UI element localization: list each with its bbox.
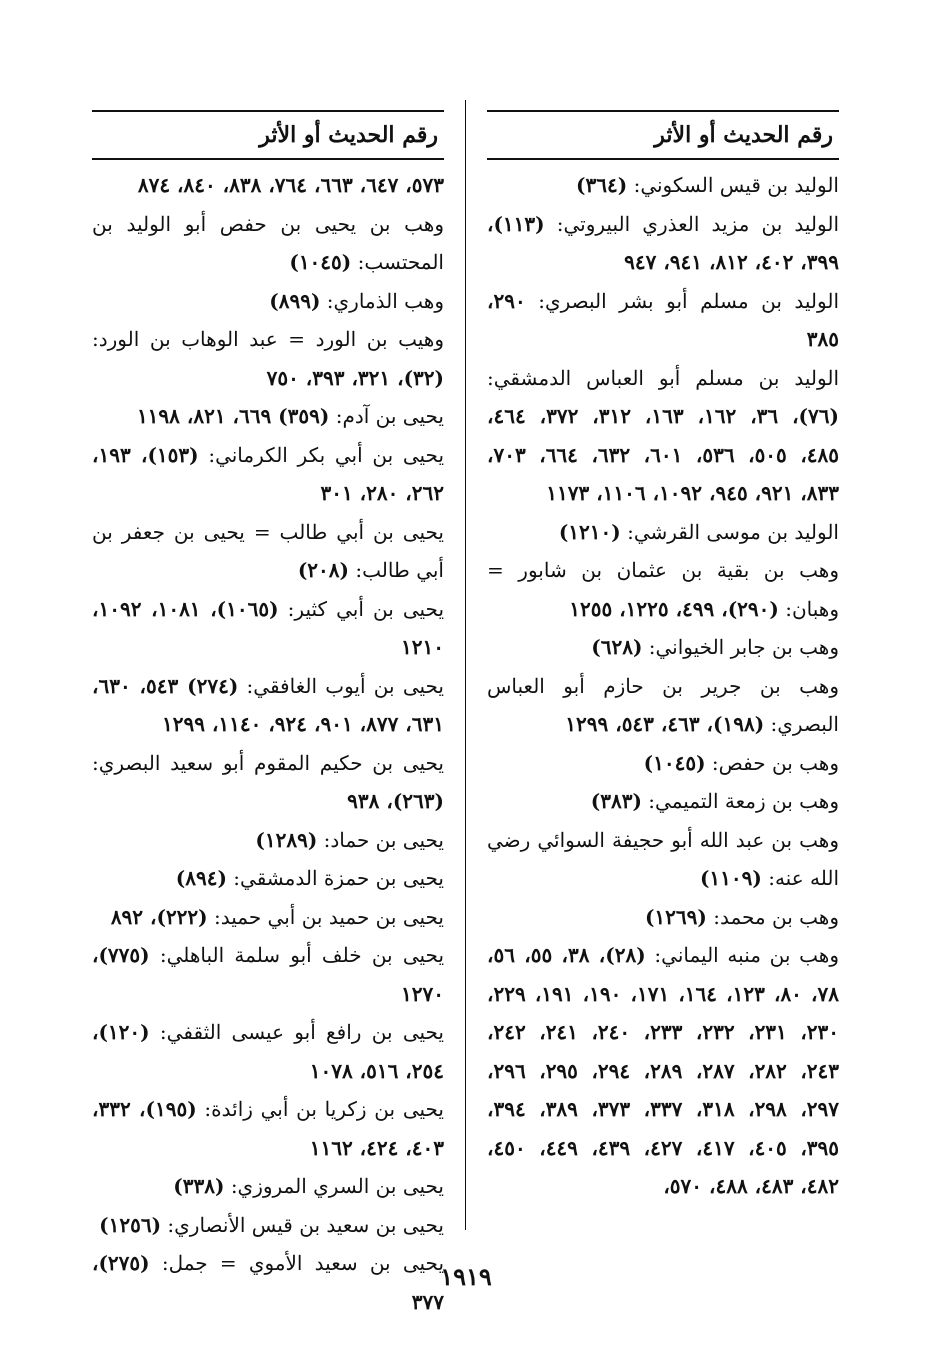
index-entry [92, 1206, 444, 1245]
index-entry [92, 513, 444, 590]
index-entry [487, 821, 839, 898]
index-entry [487, 359, 839, 513]
index-entry [487, 166, 839, 205]
entry-name: وهب بن جرير بن حازم أبو العباس البصري: [487, 673, 839, 736]
entry-name: وهب بن جابر الخيواني: [648, 635, 839, 659]
index-entry [487, 513, 839, 552]
entry-name: وهب بن محمد: [713, 904, 839, 929]
entry-refs: (٢٩٠)، ٤٩٩، ١٢٢٥، ١٢٥٥ [569, 596, 779, 621]
entry-refs: (٦٢٨) [591, 635, 643, 659]
index-entry [487, 551, 839, 628]
entry-name: يحيى بن السري المروزي: [230, 1174, 444, 1198]
index-entry [487, 628, 839, 667]
entry-name: الوليد بن موسى القرشي: [627, 519, 839, 544]
entry-refs: (٢٠٨) [297, 558, 349, 582]
index-entry [92, 821, 444, 860]
entry-refs: (١١٣)، ٣٩٩، ٤٠٢، ٨١٢، ٩٤١، ٩٤٧ [487, 211, 839, 274]
entry-refs: (٨٩٤) [175, 866, 227, 890]
entry-list [487, 160, 839, 1206]
index-entry [92, 1090, 444, 1167]
entry-refs: (٣٣٨) [173, 1174, 225, 1198]
entry-refs: (٧٧٥)، ١٢٧٠ [92, 943, 444, 1006]
entry-name: يحيى بن أيوب الغافقي: [246, 673, 445, 698]
entry-name: وهب بن يحيى بن حفص أبو الوليد بن المحتسب: [92, 211, 444, 274]
column-header: رقم الحديث أو الأثر [92, 110, 444, 160]
entry-name: الوليد بن مسلم أبو بشر البصري: [538, 288, 840, 313]
entry-refs: (٢٢٢)، ٨٩٢ [110, 904, 208, 929]
entry-name: وهب الذماري: [326, 288, 444, 313]
entry-refs: (٧٦)، ٣٦، ١٦٢، ١٦٣، ٣١٢، ٣٧٢، ٤٦٤، ٤٨٥، ٥٠٥، ٥٣٦، ٦٠١، ٦٣٢، ٦٦٤، ٧٠٣، ٨٣٣، ٩٢١، ٩٤٥، ١٠٩٢، ١١٠٦، ١١٧٣ [487, 404, 840, 505]
index-entry [92, 282, 444, 321]
index-entry [92, 1013, 444, 1090]
entry-name: الوليد بن مزيد العذري البيروتي: [556, 211, 840, 236]
index-entry [92, 667, 444, 744]
entry-name: يحيى بن خلف أبو سلمة الباهلي: [159, 943, 445, 967]
entry-refs: (١١٠٩) [699, 866, 762, 890]
index-entry [487, 282, 839, 359]
entry-name: يحيى بن زكريا بن أبي زائدة: [204, 1097, 444, 1121]
entry-refs: (١٢٥٦) [99, 1212, 162, 1237]
entry-name: يحيى بن رافع أبو عيسى الثقفي: [159, 1020, 445, 1044]
index-entry [92, 320, 444, 397]
entry-name: وهيب بن الورد = عبد الوهاب بن الورد: [92, 327, 444, 351]
entry-name: يحيى بن حماد: [323, 827, 444, 852]
entry-name: وهب بن حفص: [711, 750, 839, 775]
entry-refs: (٣٦٤) [576, 173, 628, 197]
index-entry [487, 936, 839, 1206]
right-column [487, 110, 839, 1206]
entry-refs: (١٢٦٩) [644, 904, 707, 929]
index-entry [92, 590, 444, 667]
index-entry [487, 205, 839, 282]
index-entry [487, 667, 839, 744]
entry-refs: (٣٥٩) ٦٦٩، ٨٢١، ١١٩٨ [136, 404, 330, 428]
entry-name: وهب بن عبد الله أبو حجيفة السوائي رضي الله عنه: [487, 827, 839, 890]
entry-refs: (٢٧٥)، ٣٧٧ [92, 1251, 444, 1314]
entry-name: يحيى بن سعيد الأموي = جمل: [161, 1251, 445, 1275]
entry-name: يحيى بن آدم: [335, 404, 444, 428]
entry-refs: (٢٧٤) ٥٤٣، ٦٣٠، ٦٣١، ٨٧٧، ٩٠١، ٩٢٤، ١١٤٠، ١٢٩٩ [92, 673, 444, 736]
entry-refs: (٢٨)، ٣٨، ٥٥، ٥٦، ٧٨، ٨٠، ١٢٣، ١٦٤، ١٧١، ١٩٠، ١٩١، ٢٢٩، ٢٣٠، ٢٣١، ٢٣٢، ٢٣٣، ٢٤٠، ٢٤١، ٢٤٢، ٢٤٣، ٢٨٢، ٢٨٧، ٢٨٩، ٢٩٤، ٢٩٥، ٢٩٦، ٢٩٧، ٢٩٨، ٣١٨، ٣٣٧، ٣٧٣، ٣٨٩، ٣٩٤، ٣٩٥، ٤٠٥، ٤١٧، ٤٢٧، ٤٣٩، ٤٤٩، ٤٥٠، ٤٨٢، ٤٨٣، ٤٨٨، ٥٧٠، [487, 943, 840, 1198]
entry-name: يحيى بن حكيم المقوم أبو سعيد البصري: [92, 750, 444, 775]
column-divider [465, 100, 466, 1230]
entry-refs: (١٠٤٥) [643, 750, 706, 775]
index-entry [92, 859, 444, 898]
page-number: ١٩١٩ [440, 1262, 492, 1291]
index-entry [92, 397, 444, 436]
entry-name: وهب بن زمعة التميمي: [648, 789, 839, 813]
entry-refs: (١٠٤٥) [289, 250, 352, 274]
entry-refs: (١٥٣)، ١٩٣، ٢٦٢، ٢٨٠، ٣٠١ [92, 442, 444, 505]
entry-refs: (٢٦٣)، ٩٣٨ [347, 789, 444, 813]
index-entry [92, 205, 444, 282]
entry-refs: (٣٢)، ٣٢١، ٣٩٣، ٧٥٠ [266, 365, 444, 390]
entry-refs: (١٩٨)، ٤٦٣، ٥٤٣، ١٢٩٩ [565, 712, 765, 736]
index-entry [487, 744, 839, 783]
entry-name: الوليد بن مسلم أبو العباس الدمشقي: [487, 365, 839, 390]
index-entry [92, 436, 444, 513]
entry-refs: ٥٧٣، ٦٤٧، ٦٦٣، ٧٦٤، ٨٣٨، ٨٤٠، ٨٧٤ [137, 173, 444, 197]
entry-name: يحيى بن أبي كثير: [287, 596, 445, 621]
index-entry [92, 1167, 444, 1206]
entry-refs: (١٢٠)، ٢٥٤، ٥١٦، ١٠٧٨ [92, 1020, 444, 1083]
entry-refs: (٨٩٩) [269, 288, 321, 313]
entry-name: وهب بن بقية بن عثمان بن شابور = وهبان: [487, 558, 839, 621]
index-entry [92, 936, 444, 1013]
entry-refs: (١٢١٠) [558, 519, 621, 544]
left-column [92, 110, 444, 1321]
entry-name: يحيى بن أبي طالب = يحيى بن جعفر بن أبي طالب: [92, 519, 444, 582]
entry-name: يحيى بن حميد بن أبي حميد: [214, 904, 444, 929]
entry-refs: (١٠٦٥)، ١٠٨١، ١٠٩٢، ١٢١٠ [92, 596, 444, 659]
entry-name: يحيى بن حمزة الدمشقي: [233, 866, 444, 890]
column-header: رقم الحديث أو الأثر [487, 110, 839, 160]
entry-name: الوليد بن قيس السكوني: [633, 173, 839, 197]
entry-refs: (١٩٥)، ٣٣٢، ٤٠٣، ٤٢٤، ١١٦٢ [92, 1097, 444, 1160]
entry-list [92, 160, 444, 1321]
entry-name: يحيى بن أبي بكر الكرماني: [208, 442, 445, 467]
entry-refs: (١٢٨٩) [255, 827, 318, 852]
index-entry [92, 166, 444, 205]
entry-name: يحيى بن سعيد بن قيس الأنصاري: [167, 1212, 444, 1237]
entry-refs: (٣٨٣) [590, 789, 642, 813]
index-entry [487, 782, 839, 821]
entry-refs: ٢٩٠، ٣٨٥ [487, 288, 839, 351]
index-entry [92, 744, 444, 821]
index-entry [92, 898, 444, 937]
entry-name: وهب بن منبه اليماني: [654, 943, 840, 967]
index-entry [487, 898, 839, 937]
